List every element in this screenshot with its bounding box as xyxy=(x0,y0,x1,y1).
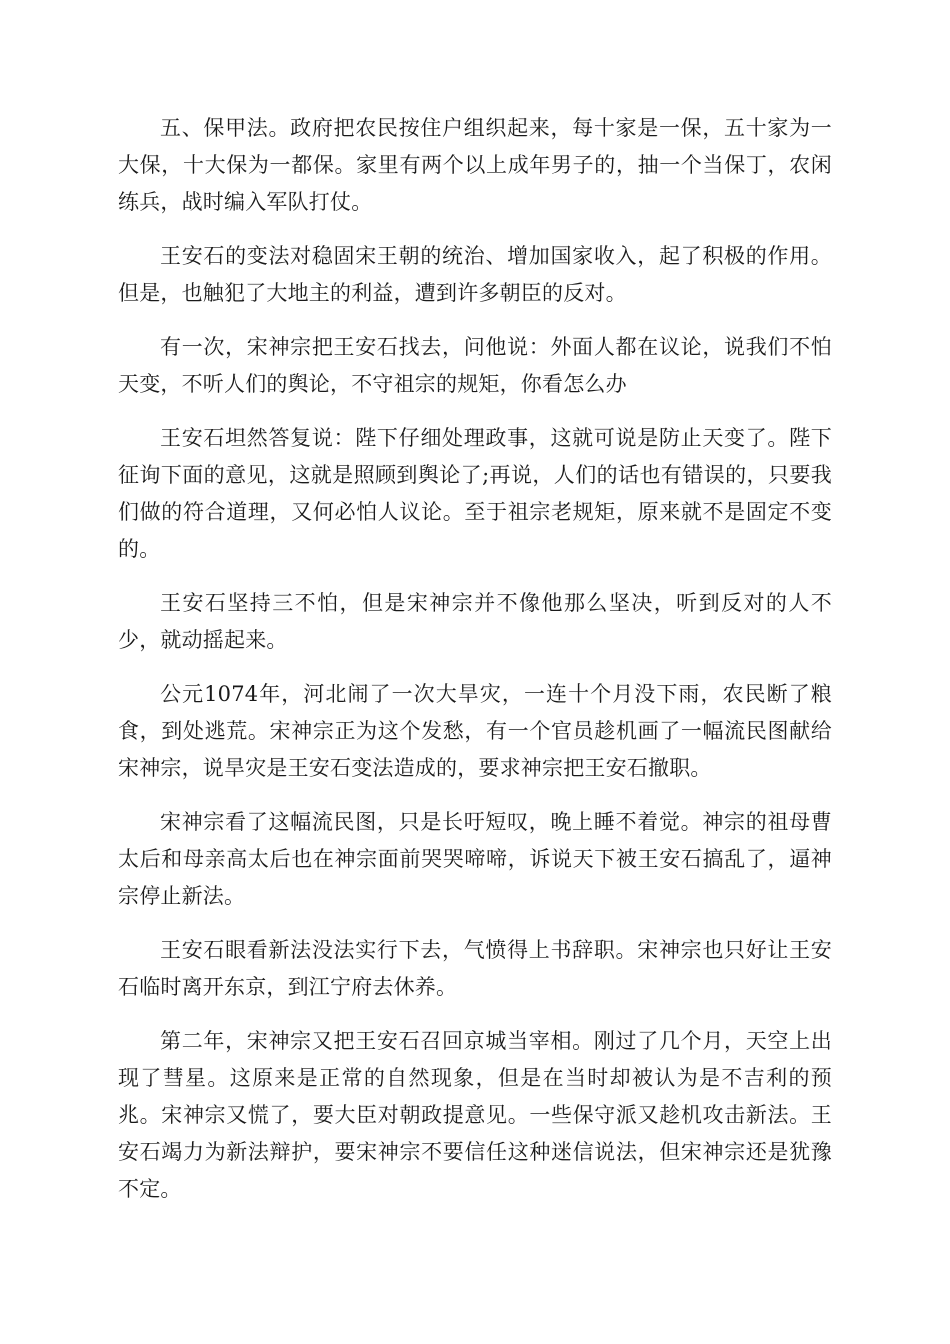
paragraph-reform-effect: 王安石的变法对稳固宋王朝的统治、增加国家收入，起了积极的作用。但是，也触犯了大地主的利益，遭到许多朝臣的反对。 xyxy=(118,244,832,305)
paragraph-resignation: 王安石眼看新法没法实行下去，气愤得上书辞职。宋神宗也只好让王安石临时离开东京，到江宁府去休养。 xyxy=(118,938,832,999)
paragraph-emperor-question: 有一次，宋神宗把王安石找去，问他说：外面人都在议论，说我们不怕天变，不听人们的舆论，不守祖宗的规矩，你看怎么办 xyxy=(118,335,832,396)
paragraph-wang-reply: 王安石坦然答复说：陛下仔细处理政事，这就可说是防止天变了。陛下征询下面的意见，这就是照顾到舆论了;再说，人们的话也有错误的，只要我们做的符合道理，又何必怕人议论。至于祖宗老规矩，原来就不是固定不变的。 xyxy=(118,426,832,561)
paragraph-comet: 第二年，宋神宗又把王安石召回京城当宰相。刚过了几个月，天空上出现了彗星。这原来是正常的自然现象，但是在当时却被认为是不吉利的预兆。宋神宗又慌了，要大臣对朝政提意见。一些保守派又趁机攻击新法。王安石竭力为新法辩护，要宋神宗不要信任这种迷信说法，但宋神宗还是犹豫不定。 xyxy=(118,1029,832,1201)
paragraph-refugee-picture: 宋神宗看了这幅流民图，只是长吁短叹，晚上睡不着觉。神宗的祖母曹太后和母亲高太后也在神宗面前哭哭啼啼，诉说天下被王安石搞乱了，逼神宗停止新法。 xyxy=(118,810,832,908)
paragraph-three-fears: 王安石坚持三不怕，但是宋神宗并不像他那么坚决，听到反对的人不少，就动摇起来。 xyxy=(118,591,832,652)
paragraph-drought-1074: 公元1074年，河北闹了一次大旱灾，一连十个月没下雨，农民断了粮食，到处逃荒。宋神宗正为这个发愁，有一个官员趁机画了一幅流民图献给宋神宗，说旱灾是王安石变法造成的，要求神宗把王安石撤职。 xyxy=(118,682,832,780)
paragraph-baojia-law: 五、保甲法。政府把农民按住户组织起来，每十家是一保，五十家为一大保，十大保为一都保。家里有两个以上成年男子的，抽一个当保丁，农闲练兵，战时编入军队打仗。 xyxy=(118,116,832,214)
